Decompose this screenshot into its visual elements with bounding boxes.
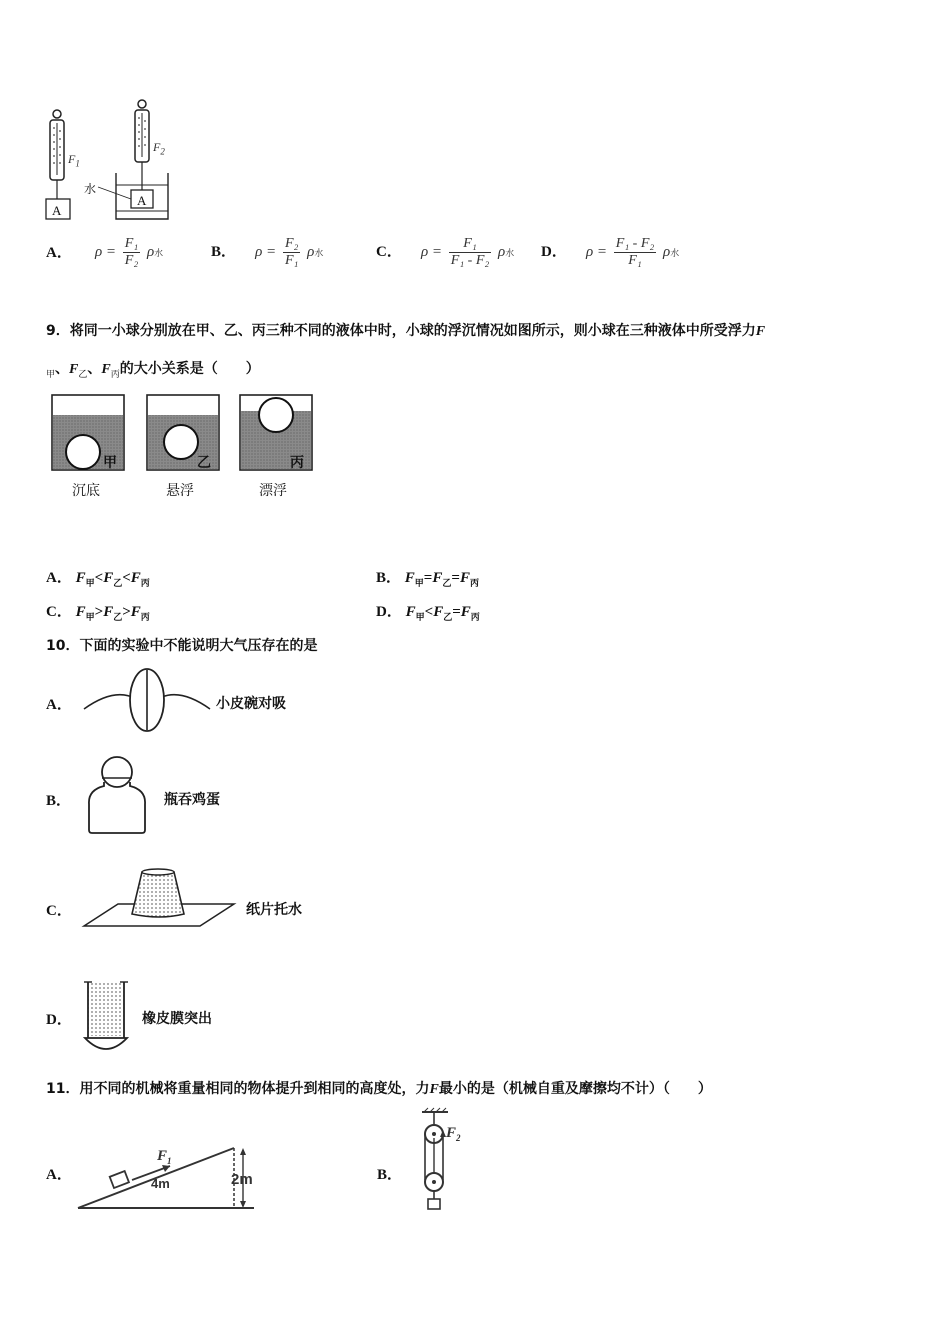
q11-a-length-label: 4m <box>151 1176 170 1191</box>
q10-option-b-label: 瓶吞鸡蛋 <box>164 792 220 808</box>
q8-option-d[interactable]: D． ρ = $\frac{\text{F₁ - F₂}}{\text{F₁}}$ ρ水 <box>541 236 680 268</box>
q10-option-d-letter[interactable]: D． <box>46 1012 72 1028</box>
q9-caption-1: 沉底 <box>72 483 100 499</box>
q8-figure <box>40 95 200 225</box>
q8-option-a[interactable]: A． ρ = $\frac{\text{F₁}}{\text{F₂}}$ ρ水 <box>46 236 164 268</box>
q10-option-b-letter[interactable]: B． <box>46 793 72 809</box>
q10-option-d-figure <box>82 978 132 1056</box>
q10-stem: 10．下面的实验中不能说明大气压存在的是 <box>46 638 318 654</box>
q10-option-a-label: 小皮碗对吸 <box>216 696 286 712</box>
q9-corner-label-2: 乙 <box>197 455 211 471</box>
q11-option-b-letter[interactable]: B． <box>377 1167 403 1183</box>
q10-option-a-letter[interactable]: A． <box>46 697 72 713</box>
q8-f1-label: $F_1$ <box>68 152 80 169</box>
q11-a-force-label: $F_1$ <box>157 1148 172 1166</box>
q11-b-force-label: $F_2$ <box>446 1125 461 1143</box>
q9-option-d[interactable]: D． $F_甲<F_乙=F_丙$ <box>376 604 480 623</box>
q9-option-b[interactable]: B． $F_甲=F_乙=F_丙$ <box>376 570 479 589</box>
option-letter: A． <box>46 244 72 261</box>
q9-option-c[interactable]: C． $F_甲>F_乙>F_丙$ <box>46 604 150 623</box>
q11-option-b-figure <box>412 1108 472 1212</box>
q9-corner-label-1: 甲 <box>103 455 117 471</box>
q9-caption-2: 悬浮 <box>166 483 194 499</box>
q9-corner-label-3: 丙 <box>290 455 304 471</box>
q10-option-c-label: 纸片托水 <box>246 902 302 918</box>
q8-option-c[interactable]: C． ρ = $\frac{\text{F₁}}{\text{F₁ - F₂}}$ ρ水 <box>376 236 515 268</box>
q8-water-label: 水 <box>84 182 97 196</box>
q8-option-b[interactable]: B． ρ = $\frac{\text{F₂}}{\text{F₁}}$ ρ水 <box>211 236 324 268</box>
q11-a-height-label: 2m <box>231 1171 253 1188</box>
option-letter: C． <box>376 243 402 260</box>
q11-option-a-letter[interactable]: A． <box>46 1167 72 1183</box>
q9-stem-line2: $_甲$、$F_乙$、$F_丙$的大小关系是（ ） <box>46 361 260 380</box>
q8-block-label-2: A <box>137 193 147 208</box>
q10-option-c-letter[interactable]: C． <box>46 903 72 919</box>
q8-f2-label: $F_2$ <box>153 140 165 157</box>
q8-block-label-1: A <box>52 203 62 218</box>
q10-option-b-figure <box>86 752 152 836</box>
q9-figure <box>50 393 315 473</box>
option-letter: B． <box>211 243 237 260</box>
q9-option-a[interactable]: A． $F_甲<F_乙<F_丙$ <box>46 570 150 589</box>
q11-stem: 11．用不同的机械将重量相同的物体提升到相同的高度处，力F最小的是（机械自重及摩擦均不计）（ ） <box>46 1081 712 1097</box>
option-letter: D． <box>541 243 567 260</box>
q10-option-c-figure <box>82 866 238 930</box>
q9-caption-3: 漂浮 <box>259 483 287 499</box>
q9-stem-line1: 9．将同一小球分别放在甲、乙、丙三种不同的液体中时，小球的浮沉情况如图所示，则小球在三种液体中所受浮力F <box>46 323 766 339</box>
q10-option-d-label: 橡皮膜突出 <box>142 1011 212 1027</box>
q10-option-a-figure <box>82 667 212 733</box>
